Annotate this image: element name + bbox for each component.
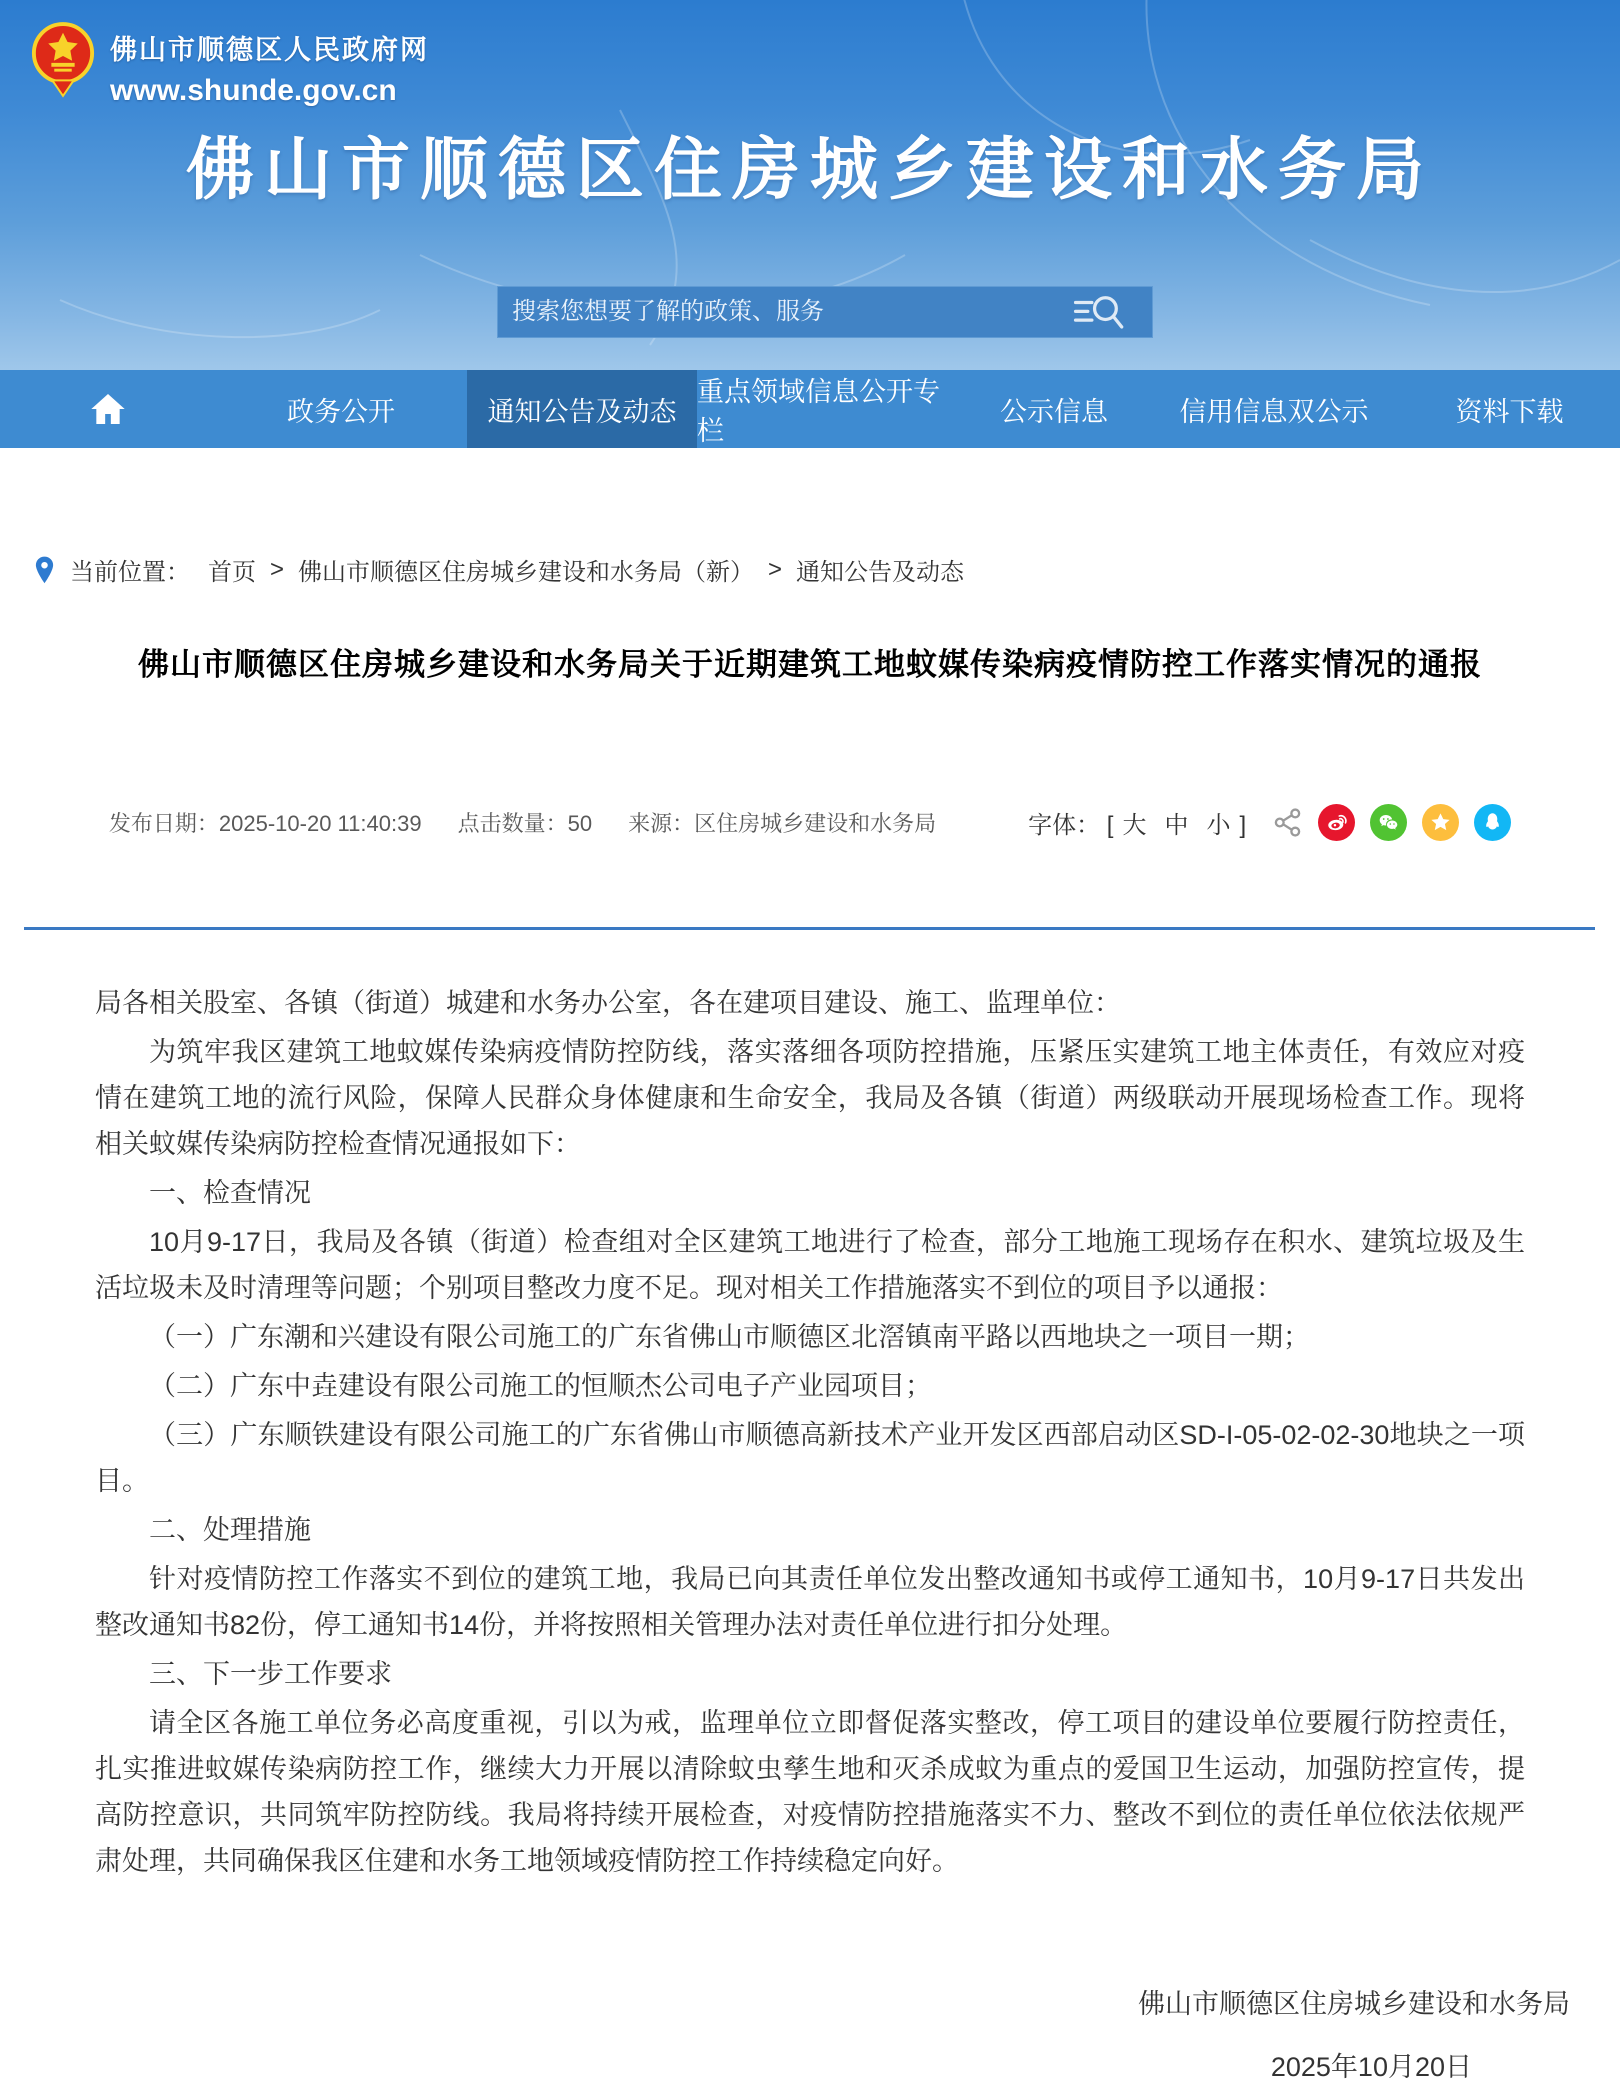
breadcrumb-separator: > [768, 555, 783, 583]
breadcrumb-label: 当前位置： [70, 559, 190, 586]
breadcrumb-items [208, 552, 964, 587]
nav-item-6[interactable] [1399, 370, 1620, 448]
paragraph-2: 为筑牢我区建筑工地蚊媒传染病疫情防控防线，落实落细各项防控措施，压紧压实建筑工地主体责任，有效应对疫情在建筑工地的流行风险，保障人民群众身体健康和生命安全，我局及各镇（街道）两级联动开展现场检查工作。现将相关蚊媒传染病防控检查情况通报如下： [95, 1037, 1525, 1159]
banner-title: 佛山市顺德区住房城乡建设和水务局 [185, 132, 1434, 208]
paragraph-10: 三、下一步工作要求 [149, 1659, 392, 1689]
paragraph-6: （二）广东中垚建设有限公司施工的恒顺杰公司电子产业园项目； [149, 1371, 932, 1401]
nav-home-button[interactable] [0, 370, 215, 448]
qzone-icon[interactable] [1422, 804, 1459, 841]
nav-item-1[interactable] [215, 370, 467, 448]
breadcrumb-link-3[interactable]: 通知公告及动态 [796, 559, 965, 586]
content-area [0, 552, 1620, 2084]
qq-icon[interactable] [1474, 804, 1511, 841]
font-size-option-大[interactable]: 大 [1122, 812, 1147, 839]
font-size-option-中[interactable]: 中 [1164, 812, 1189, 839]
breadcrumb-link-1[interactable]: 首页 [208, 559, 256, 586]
share-nodes-icon[interactable] [1272, 807, 1303, 838]
article-body [95, 980, 1525, 1884]
nav-item-4[interactable] [959, 370, 1149, 448]
paragraph-1: 局各相关股室、各镇（街道）城建和水务办公室，各在建项目建设、施工、监理单位： [95, 988, 1121, 1018]
paragraph-8: 二、处理措施 [149, 1515, 311, 1545]
national-emblem-logo [30, 20, 96, 103]
nav-item-label: 信用信息双公示 [1179, 396, 1369, 427]
search-button[interactable] [1048, 287, 1152, 337]
nav-item-label: 资料下载 [1455, 396, 1564, 427]
signature: 佛山市顺德区住房城乡建设和水务局 [1138, 1989, 1570, 2019]
paragraph-5: （一）广东潮和兴建设有限公司施工的广东省佛山市顺德区北滘镇南平路以西地块之一项目一期； [149, 1322, 1310, 1352]
search-icon [1072, 293, 1128, 331]
nav-item-label: 政务公开 [287, 396, 395, 427]
home-icon [86, 389, 130, 429]
share-icons [1303, 804, 1511, 841]
paragraph-3: 一、检查情况 [149, 1178, 311, 1208]
nav-item-label: 重点领域信息公开专栏 [697, 377, 940, 446]
font-size-options [1113, 812, 1239, 839]
breadcrumb-link-2[interactable]: 佛山市顺德区住房城乡建设和水务局（新） [298, 559, 755, 586]
paragraph-7: （三）广东顺铁建设有限公司施工的广东省佛山市顺德高新技术产业开发区西部启动区SD-I-05-02-02-30地块之一项目。 [95, 1420, 1525, 1496]
font-size-bracket-close: ] [1239, 812, 1247, 839]
paragraph-4: 10月9-17日，我局及各镇（街道）检查组对全区建筑工地进行了检查，部分工地施工现场存在积水、建筑垃圾及生活垃圾未及时清理等问题；个别项目整改力度不足。现对相关工作措施落实不到位的项目予以通报： [95, 1227, 1525, 1303]
article-title: 佛山市顺德区住房城乡建设和水务局关于近期建筑工地蚊媒传染病疫情防控工作落实情况的通报 [138, 647, 1482, 682]
signature-date: 2025年10月20日 [1270, 2052, 1472, 2082]
source-value: 区住房城乡建设和水务局 [694, 811, 937, 836]
location-pin-icon [33, 555, 56, 585]
publish-date-value: 2025-10-20 11:40:39 [218, 811, 422, 836]
nav-item-label: 公示信息 [1000, 396, 1108, 427]
publish-date-label: 发布日期： [108, 811, 219, 836]
font-size-option-小[interactable]: 小 [1206, 812, 1231, 839]
article-meta [0, 804, 1620, 841]
search-box [497, 286, 1153, 338]
click-count-value: 50 [567, 811, 593, 836]
site-header [0, 0, 1620, 370]
search-input[interactable] [498, 298, 1048, 326]
paragraph-11: 请全区各施工单位务必高度重视，引以为戒，监理单位立即督促落实整改，停工项目的建设单位要履行防控责任，扎实推进蚊媒传染病防控工作，继续大力开展以清除蚊虫孳生地和灭杀成蚊为重点的爱国卫生运动，加强防控宣传，提高防控意识，共同筑牢防控防线。我局将持续开展检查，对疫情防控措施落实不力、整改不到位的责任单位依法依规严肃处理，共同确保我区住建和水务工地领域疫情防控工作持续稳定向好。 [95, 1708, 1525, 1876]
nav-item-3[interactable] [697, 370, 959, 448]
paragraph-9: 针对疫情防控工作落实不到位的建筑工地，我局已向其责任单位发出整改通知书或停工通知书，10月9-17日共发出整改通知书82份，停工通知书14份，并将按照相关管理办法对责任单位进行扣分处理。 [95, 1564, 1525, 1640]
nav-item-2[interactable] [467, 370, 697, 448]
nav-menu-bar [0, 370, 1620, 448]
breadcrumb [33, 552, 1620, 587]
publish-date [109, 807, 422, 838]
site-identity [30, 20, 429, 108]
source [628, 807, 936, 838]
click-count [458, 807, 593, 838]
font-size-widget [1028, 805, 1246, 840]
site-url[interactable]: www.shunde.gov.cn [110, 74, 397, 107]
nav-item-5[interactable] [1149, 370, 1399, 448]
click-count-label: 点击数量： [457, 811, 568, 836]
nav-item-label: 通知公告及动态 [487, 396, 677, 427]
wechat-icon[interactable] [1370, 804, 1407, 841]
font-size-label: 字体： [1028, 812, 1101, 839]
breadcrumb-separator: > [270, 555, 285, 583]
divider-line [24, 927, 1595, 930]
font-size-bracket-open: [ [1106, 812, 1114, 839]
source-label: 来源： [628, 811, 695, 836]
site-name: 佛山市顺德区人民政府网 [110, 35, 429, 65]
weibo-icon[interactable] [1318, 804, 1355, 841]
